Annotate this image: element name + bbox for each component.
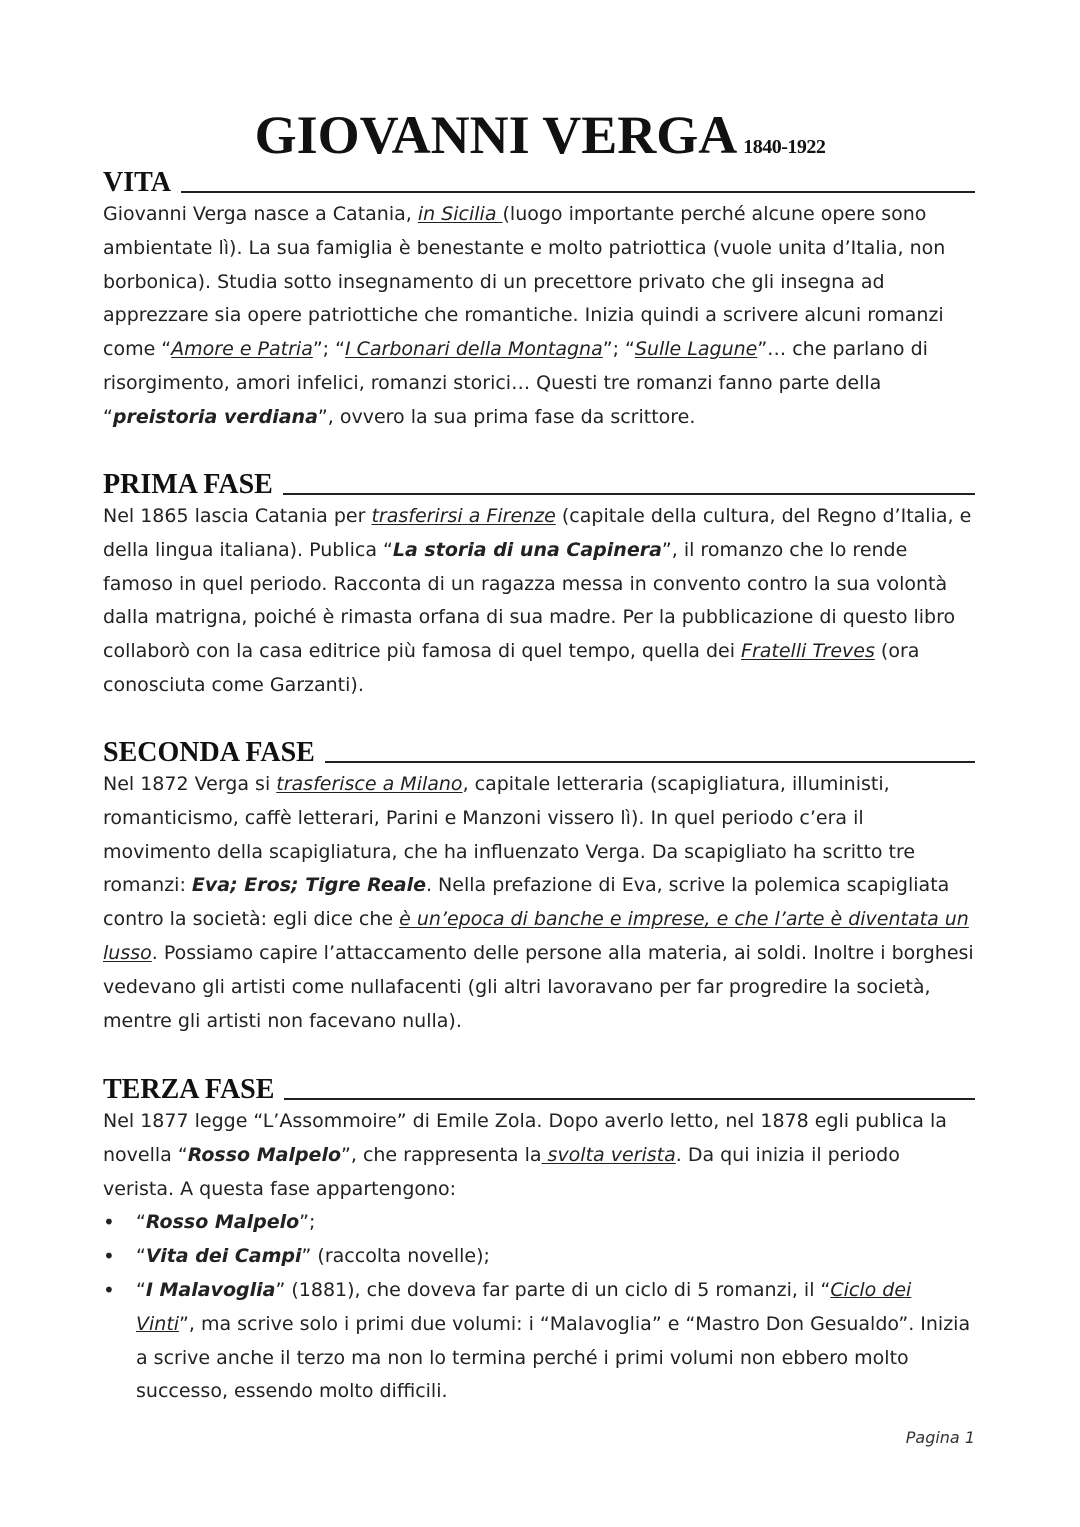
underlined-text: Fratelli Treves	[741, 640, 875, 663]
underlined-title: I Carbonari della Montagna	[344, 338, 603, 361]
section-terza-fase	[103, 1073, 975, 1409]
section-header	[103, 1073, 975, 1105]
section-header	[103, 736, 975, 768]
section-header	[103, 166, 975, 198]
section-vita	[103, 166, 975, 435]
bold-term: Rosso Malpelo	[187, 1143, 342, 1166]
section-seconda-fase	[103, 736, 975, 1038]
section-prima-fase	[103, 468, 975, 703]
heading-rule	[181, 190, 975, 193]
heading-rule	[325, 760, 975, 763]
heading-rule	[284, 1097, 975, 1100]
bold-term: preistoria verdiana	[112, 405, 318, 428]
underlined-title: Amore e Patria	[171, 338, 313, 361]
bold-term: Eva; Eros; Tigre Reale	[191, 874, 426, 897]
heading-rule	[283, 492, 975, 495]
bold-term: La storia di una Capinera	[392, 538, 662, 561]
list-item: • “I Malavoglia” (1881), che doveva far parte di un ciclo di 5 romanzi, il “Ciclo dei Vinti”, ma scrive solo i primi due volumi: i “Malavoglia” e “Mastro Don Gesualdo”. Inizia a scrive anche il terzo ma non lo termina perché i primi volumi non ebbero molto successo, essendo molto difficili.	[103, 1274, 975, 1409]
underlined-title: Sulle Lagune	[634, 338, 758, 361]
underlined-text: svolta verista	[541, 1143, 676, 1166]
section-title: TERZA FASE	[103, 1074, 275, 1105]
list-item: • “Rosso Malpelo”;	[103, 1206, 975, 1240]
underlined-text: in Sicilia	[417, 203, 503, 225]
underlined-text: trasferirsi a Firenze	[371, 505, 556, 527]
section-title: SECONDA FASE	[103, 737, 315, 768]
section-title: PRIMA FASE	[103, 469, 273, 500]
underlined-text: trasferisce a Milano	[276, 773, 463, 795]
list-item: • “Vita dei Campi” (raccolta novelle);	[103, 1240, 975, 1274]
section-title: VITA	[103, 167, 171, 198]
page-number: Pagina 1	[905, 1428, 975, 1447]
section-header	[103, 468, 975, 500]
paragraph: Nel 1877 legge “L’Assommoire” di Emile Zola. Dopo averlo letto, nel 1878 egli publica la novella “Rosso Malpelo”, che rappresenta la svolta verista. Da qui inizia il periodo verista. A questa fase appartengono:	[103, 1110, 947, 1200]
title-name: GIOVANNI VERGA	[254, 105, 738, 165]
works-list	[103, 1206, 975, 1409]
paragraph: Nel 1865 lascia Catania per trasferirsi a Firenze (capitale della cultura, del Regno d’Italia, e della lingua italiana). Publica “La storia di una Capinera”, il romanzo che lo rende famoso in quel periodo. Racconta di un ragazza messa in convento contro la sua volontà dalla matrigna, poiché è rimasta orfana di sua madre. Per la pubblicazione di questo libro collaborò con la casa editrice più famosa di quel tempo, quella dei Fratelli Treves (ora conosciuta come Garzanti).	[103, 505, 972, 696]
paragraph: Nel 1872 Verga si trasferisce a Milano, capitale letteraria (scapigliatura, illuministi, romanticismo, caffè letterari, Parini e Manzoni vissero lì). In quel periodo c’era il movimento della scapigliatura, che ha influenzato Verga. Da scapigliato ha scritto tre romanzi: Eva; Eros; Tigre Reale. Nella prefazione di Eva, scrive la polemica scapigliata contro la società: egli dice che è un’epoca di banche e imprese, e che l’arte è diventata un lusso. Possiamo capire l’attaccamento delle persone alla materia, ai soldi. Inoltre i borghesi vedevano gli artisti come nullafacenti (gli altri lavoravano per far progredire la società, mentre gli artisti non facevano nulla).	[103, 773, 974, 1032]
underlined-text: è un’epoca di banche e imprese, e che l’arte è diventata un lusso	[103, 908, 969, 964]
title-dates: 1840-1922	[743, 136, 826, 158]
paragraph: Giovanni Verga nasce a Catania, in Sicilia (luogo importante perché alcune opere sono ambientate lì). La sua famiglia è benestante e molto patriottica (vuole unita d’Italia, non borbonica). Studia sotto insegnamento di un precettore privato che gli insegna ad apprezzare sia opere patriottiche che romantiche. Inizia quindi a scrivere alcuni romanzi come “Amore e Patria”; “I Carbonari della Montagna”; “Sulle Lagune”… che parlano di risorgimento, amori infelici, romanzi storici… Questi tre romanzi fanno parte della “preistoria verdiana”, ovvero la sua prima fase da scrittore.	[103, 203, 946, 428]
